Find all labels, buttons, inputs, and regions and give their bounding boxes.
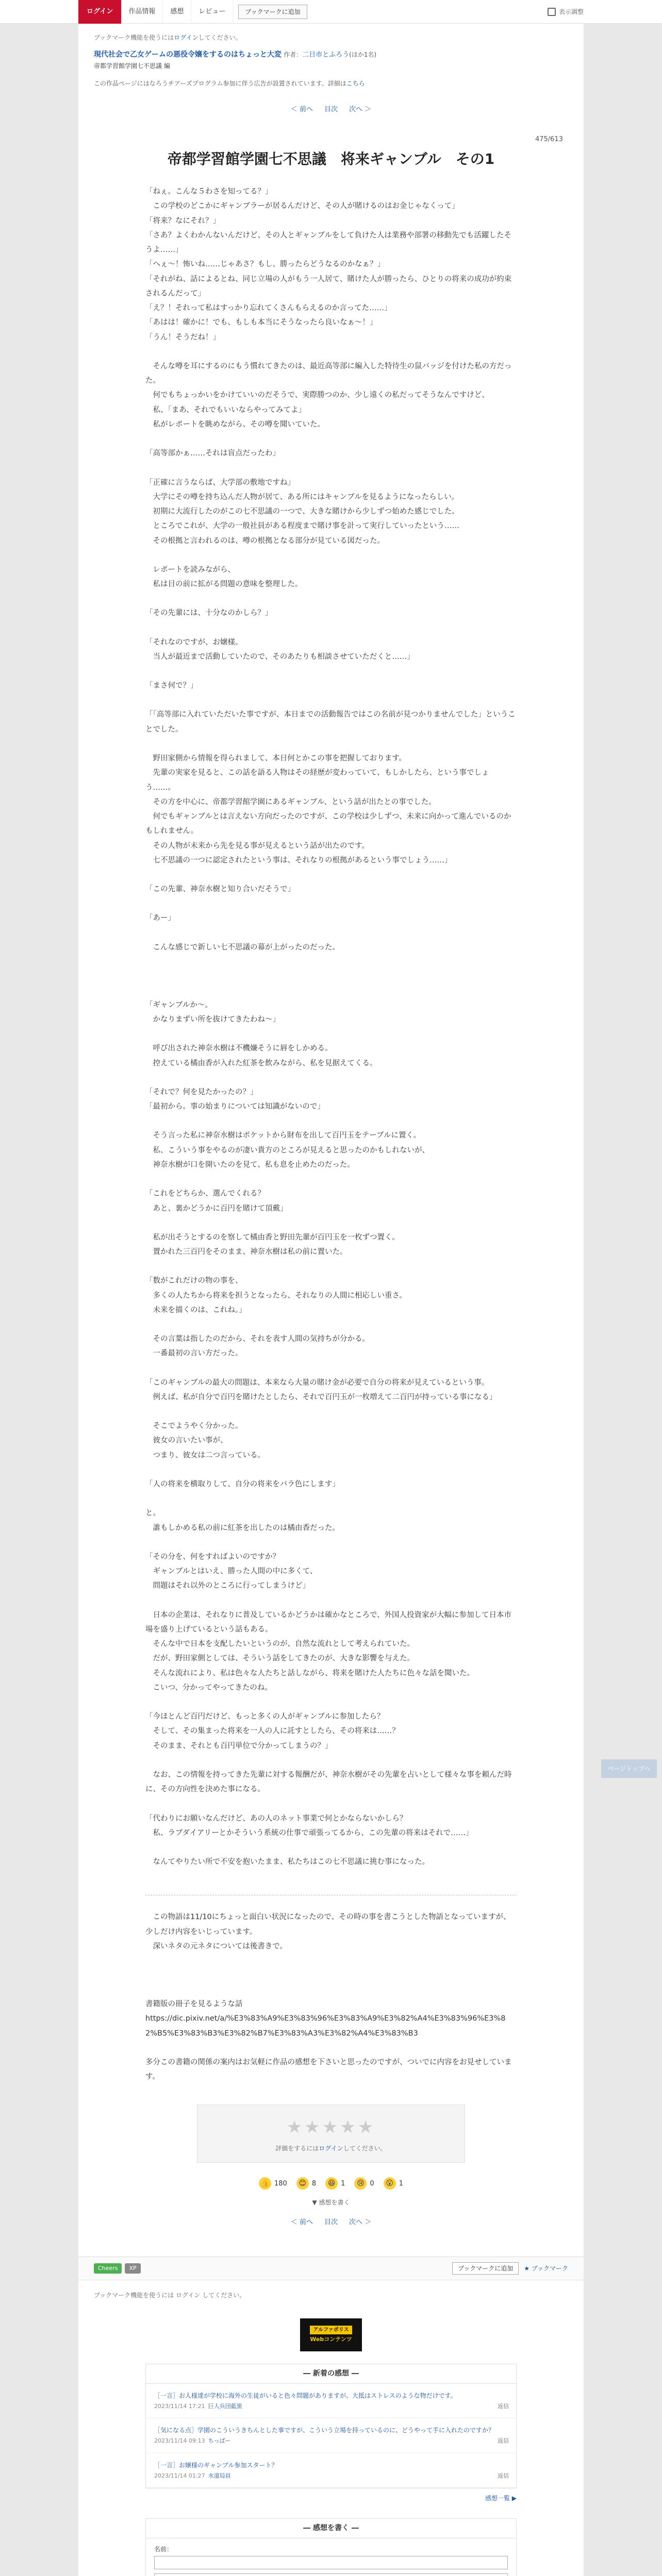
author-link[interactable]: 二日市とふろう: [302, 51, 350, 59]
notice-text: ブックマーク機能を使うには: [94, 34, 174, 41]
body-paragraph: 「それがね、話によるとね、同じ立場の人がもう一人居て、賭けた人が勝ったら、ひとりの将来の成功が約束されるんだって」: [145, 275, 512, 298]
ad-banner[interactable]: [300, 2318, 362, 2351]
novel-body: [145, 184, 517, 1869]
afterword-paragraph: [145, 1968, 517, 1982]
body-paragraph: 野田家側から情報を得られまして、本日何とかこの事を把握しております。: [145, 754, 407, 762]
afterword-paragraph: 深いネタの元ネタについては後書きで。: [145, 1942, 287, 1951]
body-paragraph: [145, 1463, 517, 1477]
reaction-button[interactable]: [259, 2177, 287, 2190]
reaction-count: 180: [274, 2179, 287, 2188]
body-paragraph: そんな噂を耳にするのにもう慣れてきたのは、最近高等部に編入した特待生の鼠バッジを付けた私の方だった。: [145, 362, 512, 385]
body-paragraph: [145, 591, 517, 606]
reaction-bar: [78, 2177, 584, 2190]
afterword-paragraph: [145, 1954, 517, 1968]
body-paragraph: レポートを読みながら、: [145, 565, 235, 574]
body-paragraph: [145, 664, 517, 679]
body-paragraph: [145, 548, 517, 563]
body-paragraph: こいつ、分かってやってきたのね。: [145, 1683, 272, 1692]
body-paragraph: 「ギャンブルか〜。: [145, 1001, 212, 1009]
body-paragraph: かなりまずい所を抜けてきたわね〜」: [145, 1015, 280, 1024]
add-bookmark-button-bottom[interactable]: ブックマークに追加: [452, 2262, 519, 2275]
body-paragraph: 私がレポートを眺めながら、その噂を聞いていた。: [145, 420, 325, 429]
impression-text[interactable]: ［一言］お人様達が学校に海外の生徒がいると色々問題がありますが、大抵はストレスのような物だけです。: [154, 2392, 457, 2399]
body-paragraph: なお、この情報を持ってきた先輩に対する報酬だが、神奈水樹がその先輩を占いとして様々な事を頼んだ時に、その方向性を決めた事になる。: [145, 1770, 512, 1794]
body-paragraph: [145, 1216, 517, 1230]
cheers-badge: Cheers: [94, 2263, 122, 2274]
afterword-paragraph: [145, 1982, 517, 1997]
body-paragraph: ところでこれが、大学の一般社員がある程度まで賭け事を計って実行していったという……: [145, 522, 459, 531]
body-paragraph: 私、こういう事をやるのが凄い貴方のところが見えると思ったのかもしれないが、: [145, 1146, 429, 1155]
body-paragraph: [145, 1071, 517, 1085]
novel-header: [78, 24, 584, 94]
body-paragraph: [145, 1753, 517, 1768]
impression-textarea[interactable]: [154, 2573, 508, 2576]
body-paragraph: そんな中で日本を支配したいというのが、自然な流れとして考えられていた。: [145, 1640, 415, 1649]
body-paragraph: 当人が最近まで活動していたので、そのあたりも相談させていただくと……」: [145, 652, 415, 661]
body-paragraph: 神奈水樹が口を開いたのを見て、私も息を止めたのだった。: [145, 1161, 355, 1170]
afterword: [145, 1895, 517, 2084]
emoji-icon: 👍: [259, 2177, 271, 2190]
body-paragraph: 例えば、私が自分で百円を賭けたとしたら、それで百円玉が一枚増えて二百円が持っている事になる」: [145, 1393, 497, 1401]
login-button[interactable]: ログイン: [78, 0, 121, 24]
body-paragraph: [145, 621, 517, 635]
name-input[interactable]: [154, 2556, 508, 2569]
notice-text-end: してください。: [198, 34, 242, 41]
body-paragraph: そこでようやく分かった。: [145, 1422, 243, 1431]
afterword-paragraph: 多分この書籍の関係の案内はお気軽に作品の感想を下さいと思ったのですが、ついでに内容をお見せしています。: [145, 2058, 512, 2081]
body-paragraph: 「まさ何で？」: [145, 682, 198, 690]
pager-bottom: [78, 2207, 584, 2238]
reply-link[interactable]: 返信: [498, 2437, 509, 2445]
reaction-button[interactable]: [384, 2177, 403, 2190]
body-paragraph: 「このギャンブルの最大の問題は、本来なら大量の賭け金が必要で自分の将来が見えているという事。: [145, 1378, 489, 1387]
body-paragraph: 「高等部かぁ……それは盲点だったわ」: [145, 449, 280, 458]
body-paragraph: 「うん！そうだね！」: [145, 333, 220, 342]
body-paragraph: 何でもちょっかいをかけていいのだそうで、実際勝つのか、少し遠くの私だってそうなんですけど、: [145, 391, 489, 400]
body-paragraph: [145, 969, 517, 984]
body-paragraph: と。: [145, 1509, 160, 1518]
body-paragraph: 問題はそれ以外のところに行ってしまうけど」: [145, 1582, 310, 1590]
impression-meta: [154, 2472, 508, 2481]
body-paragraph: [145, 1317, 517, 1332]
prev-link[interactable]: ＜ 前へ: [290, 106, 313, 113]
impression-date: 2023/11/14 01:27: [154, 2472, 205, 2479]
impression-text[interactable]: ［一言］お嬢様のギャンブル参加スタート？: [154, 2461, 278, 2469]
afterword-paragraph: [145, 2041, 517, 2055]
index-link[interactable]: 目次: [324, 106, 338, 113]
author-extra: (ほか1名): [349, 51, 377, 58]
body-paragraph: [145, 984, 517, 998]
body-paragraph: その人物が未来から先を見る事が見えるという話が出たのです。: [145, 841, 369, 850]
impression-user[interactable]: ちっぱー: [208, 2437, 231, 2445]
body-paragraph: そう言った私に神奈水樹はポケットから財布を出して百円玉をテーブルに置く。: [145, 1131, 421, 1140]
prev-link-bottom[interactable]: ＜ 前へ: [290, 2218, 313, 2227]
bottom-toolbar: [78, 2257, 584, 2280]
body-paragraph: 「「高等部に入れていただいた事ですが、本日までの活動報告ではこの名前が見つかりませんでした」ということでした。: [145, 710, 516, 734]
body-paragraph: そのまま、それとも百円単位で分かってしまうの？」: [145, 1741, 333, 1750]
body-paragraph: 日本の企業は、それなりに普及しているかどうかは確かなところで、外国人投資家が大幅に参加して日本市場を盛り上げているという話もある。: [145, 1611, 512, 1634]
ad-notice-link[interactable]: こちら: [346, 80, 365, 87]
body-paragraph: [145, 896, 517, 911]
page-top-button[interactable]: ページトップへ: [601, 1759, 657, 1778]
body-paragraph: その方を中心に、帝都学習館学園にあるギャンブル、という話が出たとの事でした。: [145, 798, 436, 806]
body-paragraph: [145, 1695, 517, 1709]
content-wrapper: [78, 24, 584, 2576]
body-paragraph: 誰もしかめる私の前に紅茶を出したのは橘由香だった。: [145, 1523, 340, 1532]
rating-stars[interactable]: ★★★★★: [286, 2117, 376, 2138]
body-paragraph: 「最初から。事の始まりについては知識がないので」: [145, 1103, 325, 1111]
reaction-button[interactable]: [354, 2177, 374, 2190]
body-paragraph: [145, 926, 517, 940]
recent-impressions: [145, 2364, 517, 2489]
body-paragraph: 「その分を、何をすればよいのですか？: [145, 1552, 280, 1561]
chapter-name: 帝都学習館学園七不思議 編: [94, 62, 170, 70]
body-paragraph: [145, 737, 517, 751]
body-paragraph: そんな流れにより、私は色々な人たちと話しながら、将来を賭けた人たちに色々な話を聞いた。: [145, 1669, 474, 1677]
body-paragraph: 私が出そうとするのを察して橘由香と野田先輩が百円玉を一枚ずつ置く。: [145, 1233, 400, 1242]
bookmark-notice-bottom: ブックマーク機能を使うには ログイン してください。: [94, 2291, 246, 2299]
body-paragraph: 「将来？なにそれ？」: [145, 216, 220, 225]
body-paragraph: この学校のどこかにギャンブラーが居るんだけど、その人が賭けるのはお金じゃなくって」: [145, 202, 459, 211]
reply-link[interactable]: 返信: [498, 2402, 509, 2410]
rating-note-end: してください。: [343, 2145, 387, 2153]
index-link-bottom[interactable]: 目次: [324, 2218, 338, 2227]
ad-notice: [94, 79, 568, 88]
nav-impressions[interactable]: 感想: [163, 0, 191, 24]
next-link-bottom[interactable]: 次へ ＞: [349, 2218, 372, 2227]
body-paragraph: [145, 1404, 517, 1419]
body-paragraph: 「それなのですが、お嬢様。: [145, 638, 243, 647]
body-paragraph: その言葉は指したのだから、それを表す人間の気持ちが分かる。: [145, 1335, 370, 1344]
body-paragraph: こんな感じで新しい七不思議の幕が上がったのだった。: [145, 943, 340, 952]
afterword-paragraph: https://dic.pixiv.net/a/%E3%83%A9%E3%83%96%E3%83%A9%E3%82%A4%E3%83%96%E3%82%B5%E3%83%B3%E3%82%B7%E3%83%A3%E3%82%A4%E3%83%B3: [145, 2014, 506, 2038]
body-paragraph: 「へぇ〜！怖いね……じゃあさ？もし、勝ったらどうなるのかなぁ？」: [145, 260, 385, 269]
body-paragraph: 多くの人たちから将来を担うとなったら、それなりの人間に相応しい重さ。: [145, 1291, 407, 1300]
nav-reviews[interactable]: レビュー: [191, 0, 233, 24]
body-paragraph: 「正確に言うならば、大学部の敷地ですね」: [145, 478, 295, 487]
body-paragraph: 私、ラブダイアリーとかそういう系統の仕事で頑張ってるから、この先輩の将来はそれで……」: [145, 1828, 473, 1837]
body-paragraph: [145, 1361, 517, 1376]
body-paragraph: 何でもギャンブルとは言えない方向だったのですが、この学校は少しずつ、未来に向かって進んでいるのかもしれません。: [145, 812, 511, 836]
impression-user[interactable]: 水道局員: [208, 2472, 231, 2479]
ad-banner-line1: アルファポリス: [310, 2326, 352, 2334]
author-label: 作者：: [284, 51, 303, 58]
impression-date: 2023/11/14 09:13: [154, 2437, 205, 2445]
body-paragraph: 「今ほとんど百円だけど、もっと多くの人がギャンブルに参加したら？: [145, 1713, 385, 1721]
body-paragraph: [145, 1172, 517, 1187]
body-paragraph: そして、その集まった将来を一人の人に託すとしたら、その将来は……？: [145, 1727, 400, 1736]
impression-meta: [154, 2437, 508, 2446]
body-paragraph: 「その先輩には、十分なのかしら？」: [145, 609, 273, 618]
write-impression-toggle[interactable]: ▼ 感想を書く: [312, 2199, 350, 2207]
next-link[interactable]: 次へ ＞: [349, 106, 372, 113]
body-paragraph: [145, 1027, 517, 1041]
body-paragraph: 「それで？何を見たかったの？」: [145, 1088, 258, 1096]
body-paragraph: [145, 1492, 517, 1506]
episode-title: 帝都学習館学園七不思議 将来ギャンブル その1: [167, 150, 495, 167]
emoji-icon: 😆: [325, 2177, 338, 2190]
body-paragraph: 私は目の前に拡がる問題の意味を整理した。: [145, 580, 303, 589]
rating-note-text: 評価をするには: [275, 2145, 319, 2153]
body-paragraph: 「これをどちらか、選んでくれる？: [145, 1190, 265, 1198]
ad-notice-text: この作品ページにはなろうチアーズプログラム参加に伴う広告が設置されています。詳細は: [94, 80, 346, 87]
reply-link[interactable]: 返信: [498, 2472, 509, 2479]
body-paragraph: 「人の将来を横取りして、自分の将来をバラ色にします」: [145, 1480, 340, 1488]
body-paragraph: あと、裏かどうかに百円を賭けて頂戴」: [145, 1204, 288, 1213]
body-paragraph: [145, 868, 517, 882]
body-paragraph: [145, 1259, 517, 1274]
add-bookmark-button[interactable]: ブックマークに追加: [238, 5, 307, 19]
impression-meta: [154, 2402, 508, 2411]
afterword-paragraph: この物語は11/10にちょっと面白い状況になったので、その時の事を書こうとした物語となっていますが、少しだけ内容をいじっています。: [145, 1913, 511, 1936]
impression-item: [146, 2453, 516, 2488]
body-paragraph: [145, 693, 517, 707]
body-paragraph: 私、「まあ、それでもいいならやってみてよ」: [145, 405, 306, 414]
body-paragraph: [145, 432, 517, 446]
body-paragraph: 「代わりにお願いなんだけど、あの人のネット事業で何とかならないかしら？: [145, 1814, 407, 1823]
bookmark-link[interactable]: ★ ブックマーク: [524, 2264, 568, 2272]
pager-top: [78, 94, 584, 125]
body-paragraph: [145, 1797, 517, 1811]
body-paragraph: 控えている橘由香が入れた紅茶を飲みながら、私を見据えてくる。: [145, 1059, 377, 1067]
emoji-icon: 😮: [384, 2177, 396, 2190]
body-paragraph: 一番最初の言い方だった。: [145, 1349, 243, 1358]
body-paragraph: ギャンブルとはいえ、勝った人間の中に多くて、: [145, 1567, 318, 1576]
ad-banner-line2: Webコンテンツ: [310, 2336, 352, 2343]
reaction-count: 1: [341, 2179, 345, 2188]
display-settings-label: 表示調整: [558, 8, 584, 15]
settings-icon: [548, 8, 556, 16]
body-paragraph: その根拠と言われるのは、噂の根拠となる部分が見ている図だった。: [145, 536, 385, 545]
body-paragraph: [145, 1535, 517, 1550]
recent-impressions-heading: ― 新着の感想 ―: [146, 2364, 516, 2384]
body-paragraph: [145, 1114, 517, 1128]
impressions-list-link[interactable]: 感想一覧 ▶: [485, 2495, 517, 2502]
top-bar: [0, 0, 662, 24]
impression-form-heading: ― 感想を書く ―: [146, 2519, 516, 2538]
rating-note: [197, 2144, 465, 2153]
reaction-count: 8: [311, 2179, 317, 2188]
body-paragraph: [145, 345, 517, 359]
body-paragraph: 「さあ？よくわかんないんだけど、その人とギャンブルをして負けた人は業務や部署の移動先でも活躍したそうよ……」: [145, 231, 511, 255]
impression-item: [146, 2418, 516, 2453]
afterword-paragraph: 書籍版の冊子を見るような話: [145, 2000, 243, 2009]
impression-date: 2023/11/14 17:21: [154, 2402, 205, 2410]
emoji-icon: 😢: [354, 2177, 367, 2190]
body-paragraph: 「数がこれだけの物の事を、: [145, 1277, 243, 1285]
body-paragraph: 初期に大流行したのがこの七不思議の一つで、大きな賭けから少しずつ始めた感じでした。: [145, 507, 459, 516]
body-paragraph: つまり、彼女は二つ言っている。: [145, 1451, 265, 1460]
impression-item: [146, 2384, 516, 2419]
reaction-count: 0: [370, 2179, 374, 2188]
episode-number: 475/613: [535, 135, 563, 143]
emoji-icon: 😊: [296, 2177, 309, 2190]
rating-box: [197, 2105, 465, 2163]
body-paragraph: だが、野田家側としては、そういう話をしてきたのが、大きな影響を与えた。: [145, 1654, 415, 1663]
reaction-button[interactable]: [296, 2177, 316, 2190]
body-paragraph: 置かれた三百円をそのまま、神奈水樹は私の前に置いた。: [145, 1248, 347, 1257]
body-paragraph: 「この先輩、神奈水樹と知り合いだそうで」: [145, 885, 295, 894]
impression-form: [145, 2518, 517, 2576]
impression-user[interactable]: 巨人兵団藍黒: [208, 2402, 242, 2410]
reaction-count: 1: [399, 2179, 403, 2188]
body-paragraph: 七不思議の一つに認定されたという事は、それなりの根拠があるという事でしょう……」: [145, 856, 452, 865]
name-label: 名前：: [154, 2546, 173, 2553]
body-paragraph: 「あはは！確かに！でも、もしも本当にそうなったら良いなぁ〜！」: [145, 318, 377, 327]
body-paragraph: 「あー」: [145, 914, 175, 923]
body-paragraph: 「え？！それって私はすっかり忘れてくさんもらえるのか言ってた……」: [145, 304, 392, 313]
body-paragraph: 大学にその噂を持ち込んだ人物が居て、ある所にはキャンブルを見るようになったらしい。: [145, 493, 459, 501]
body-paragraph: [145, 1594, 517, 1608]
reaction-button[interactable]: [325, 2177, 345, 2190]
body-paragraph: [145, 955, 517, 969]
body-paragraph: [145, 1840, 517, 1855]
novel-title-link[interactable]: 現代社会で乙女ゲームの悪役令嬢をするのはちょっと大変: [94, 50, 282, 59]
body-paragraph: 未来を描くのは、これね。」: [145, 1306, 246, 1314]
bookmark-notice: [94, 33, 568, 42]
login-link[interactable]: ログイン: [174, 34, 198, 41]
body-paragraph: 先輩の実家を見ると、この話を語る人物はその経歴が変わっていて、もしかしたら、という事でしょう……。: [145, 769, 489, 792]
body-paragraph: [145, 461, 517, 476]
body-paragraph: 呼び出された神奈水樹は不機嫌そうに唇をしかめる。: [145, 1044, 333, 1053]
display-settings-button[interactable]: [548, 0, 584, 24]
rating-login-link[interactable]: ログイン: [319, 2145, 343, 2153]
body-paragraph: なんてやりたい所で不安を抱いたまま、私たちはこの七不思議に挑む事になった。: [145, 1858, 429, 1867]
body-paragraph: 彼女の言いたい事が、: [145, 1436, 228, 1445]
xp-badge: XP: [125, 2263, 140, 2274]
body-paragraph: 「ねぇ。こんな５わさを知ってる？」: [145, 188, 273, 196]
impression-text[interactable]: ［気になる点］学園のこういうきちんとした事ですが、こういう立場を持っているのに、どうやって手に入れたのですか？: [154, 2427, 495, 2434]
nav-novel-info[interactable]: 作品情報: [121, 0, 163, 24]
